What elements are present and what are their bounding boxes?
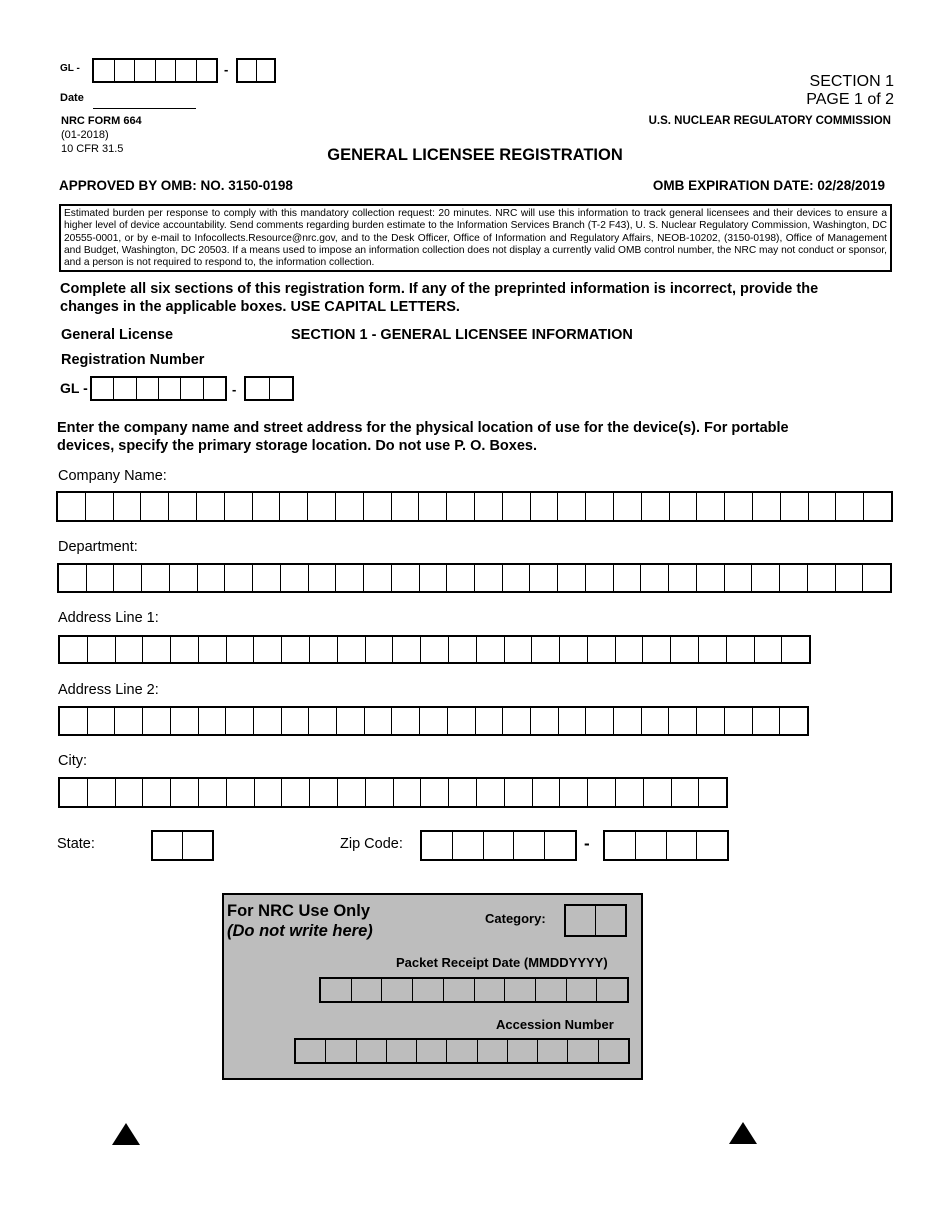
char-box[interactable]: [667, 832, 698, 859]
char-box[interactable]: [181, 378, 203, 399]
char-box[interactable]: [780, 565, 808, 591]
char-box[interactable]: [699, 779, 726, 806]
address-instructions-line-1: Enter the company name and street address for the physical location of use for the device(s). For portable: [57, 420, 789, 436]
char-box[interactable]: [270, 378, 293, 399]
char-box: [538, 1040, 568, 1062]
char-box[interactable]: [447, 565, 475, 591]
char-box[interactable]: [420, 565, 448, 591]
char-box: [475, 979, 506, 1001]
char-box: [321, 979, 352, 1001]
char-box[interactable]: [227, 779, 255, 806]
char-box[interactable]: [752, 565, 780, 591]
category-label: Category:: [485, 911, 546, 926]
section1-gl-suffix-boxes[interactable]: [244, 376, 294, 401]
char-box[interactable]: [421, 637, 449, 662]
char-box[interactable]: [171, 708, 199, 734]
char-box[interactable]: [449, 779, 477, 806]
char-box[interactable]: [781, 493, 809, 520]
right-triangle-icon: [729, 1122, 757, 1144]
char-box[interactable]: [586, 708, 614, 734]
char-box[interactable]: [449, 637, 477, 662]
char-box[interactable]: [309, 708, 337, 734]
company-name-label: Company Name:: [58, 468, 167, 484]
char-box[interactable]: [447, 493, 475, 520]
header-gl-number-boxes[interactable]: [92, 58, 218, 83]
header-date-label: Date: [60, 92, 84, 104]
char-box[interactable]: [366, 637, 394, 662]
char-box[interactable]: [199, 708, 227, 734]
char-box[interactable]: [672, 779, 700, 806]
char-box[interactable]: [171, 779, 199, 806]
char-box[interactable]: [699, 637, 727, 662]
char-box[interactable]: [636, 832, 667, 859]
address-line-1-label: Address Line 1:: [58, 610, 159, 626]
char-box[interactable]: [614, 565, 642, 591]
char-box[interactable]: [588, 637, 616, 662]
section-label: SECTION 1: [809, 73, 894, 90]
char-box[interactable]: [142, 565, 170, 591]
char-box[interactable]: [114, 565, 142, 591]
char-box[interactable]: [88, 779, 116, 806]
omb-approval: APPROVED BY OMB: NO. 3150-0198: [59, 178, 293, 193]
char-box[interactable]: [227, 637, 255, 662]
zip-label: Zip Code:: [340, 836, 403, 852]
char-box[interactable]: [169, 493, 197, 520]
char-box: [382, 979, 413, 1001]
char-box: [413, 979, 444, 1001]
char-box: [296, 1040, 326, 1062]
char-box[interactable]: [115, 708, 143, 734]
form-cfr: 10 CFR 31.5: [61, 143, 124, 155]
char-box[interactable]: [392, 565, 420, 591]
char-box[interactable]: [137, 378, 159, 399]
char-box[interactable]: [503, 565, 531, 591]
char-box[interactable]: [94, 60, 115, 81]
char-box[interactable]: [394, 779, 422, 806]
char-box[interactable]: [614, 708, 642, 734]
char-box[interactable]: [308, 493, 336, 520]
state-boxes[interactable]: [151, 830, 214, 861]
state-label: State:: [57, 836, 95, 852]
char-box[interactable]: [697, 832, 727, 859]
city-boxes[interactable]: [58, 777, 728, 808]
char-box[interactable]: [641, 565, 669, 591]
char-box[interactable]: [60, 779, 88, 806]
char-box[interactable]: [115, 60, 136, 81]
char-box: [536, 979, 567, 1001]
char-box[interactable]: [697, 565, 725, 591]
char-box: [478, 1040, 508, 1062]
char-box[interactable]: [420, 708, 448, 734]
char-box[interactable]: [503, 708, 531, 734]
char-box[interactable]: [88, 708, 116, 734]
gl-heading-2: Registration Number: [61, 352, 205, 368]
char-box[interactable]: [725, 708, 753, 734]
packet-date-label: Packet Receipt Date (MMDDYYYY): [396, 955, 608, 970]
char-box[interactable]: [309, 565, 337, 591]
char-box[interactable]: [310, 779, 338, 806]
char-box[interactable]: [170, 565, 198, 591]
char-box[interactable]: [336, 565, 364, 591]
char-box[interactable]: [505, 779, 533, 806]
char-box[interactable]: [836, 565, 864, 591]
header-date-line[interactable]: [93, 108, 196, 109]
char-box[interactable]: [836, 493, 864, 520]
char-box[interactable]: [560, 637, 588, 662]
char-box[interactable]: [282, 637, 310, 662]
char-box[interactable]: [183, 832, 212, 859]
char-box[interactable]: [484, 832, 515, 859]
char-box[interactable]: [697, 493, 725, 520]
char-box[interactable]: [88, 637, 116, 662]
char-box: [568, 1040, 598, 1062]
char-box[interactable]: [226, 708, 254, 734]
char-box[interactable]: [92, 378, 114, 399]
char-box[interactable]: [257, 60, 275, 81]
char-box[interactable]: [176, 60, 197, 81]
char-box[interactable]: [725, 565, 753, 591]
char-box[interactable]: [545, 832, 575, 859]
section1-gl-label: GL -: [60, 380, 88, 396]
char-box[interactable]: [60, 637, 88, 662]
header-gl-dash: -: [224, 62, 229, 77]
char-box: [566, 906, 596, 935]
nrc-use-title: For NRC Use Only: [227, 902, 371, 920]
char-box[interactable]: [171, 637, 199, 662]
zip-ext-boxes[interactable]: [603, 830, 729, 861]
char-box[interactable]: [616, 779, 644, 806]
char-box[interactable]: [338, 779, 366, 806]
burden-statement: Estimated burden per response to comply with this mandatory collection request: 20 minutes. NRC will use this information to track general licensees and their devices to ensure a higher level of device accountability. Send comments regarding burden estimate to the Information Services Branch (T-2 F43), U. S. Nuclear Regulatory Commission, Washington, DC 20555-0001, or by e-mail to Infocollects.Resource@nrc.gov, and to the Desk Officer, Office of Information and Regulatory Affairs, NEOB-10202, (3150-0198), Office of Management and Budget, Washington, DC 20503. If a means used to impose an information collection does not display a currently valid OMB control number, the NRC may not conduct or sponsor, and a person is not required to respond to, the information collection.: [59, 204, 892, 272]
section1-title: SECTION 1 - GENERAL LICENSEE INFORMATION: [291, 327, 633, 343]
form-date: (01-2018): [61, 129, 109, 141]
char-box[interactable]: [644, 779, 672, 806]
char-box[interactable]: [780, 708, 807, 734]
city-label: City:: [58, 753, 87, 769]
instructions-line-2: changes in the applicable boxes. USE CAPITAL LETTERS.: [60, 299, 460, 315]
char-box[interactable]: [559, 708, 587, 734]
char-box[interactable]: [669, 708, 697, 734]
char-box[interactable]: [135, 60, 156, 81]
char-box[interactable]: [448, 708, 476, 734]
char-box[interactable]: [253, 565, 281, 591]
char-box[interactable]: [558, 565, 586, 591]
char-box[interactable]: [782, 637, 809, 662]
char-box: [444, 979, 475, 1001]
char-box: [508, 1040, 538, 1062]
accession-label: Accession Number: [496, 1017, 614, 1032]
char-box[interactable]: [225, 493, 253, 520]
char-box[interactable]: [159, 378, 181, 399]
char-box[interactable]: [143, 779, 171, 806]
left-triangle-icon: [112, 1123, 140, 1145]
char-box[interactable]: [725, 493, 753, 520]
section1-gl-number-boxes[interactable]: [90, 376, 227, 401]
char-box: [447, 1040, 477, 1062]
category-boxes: [564, 904, 627, 937]
header-gl-label: GL -: [60, 63, 80, 74]
char-box[interactable]: [642, 493, 670, 520]
char-box[interactable]: [532, 637, 560, 662]
char-box[interactable]: [586, 493, 614, 520]
char-box[interactable]: [727, 637, 755, 662]
char-box[interactable]: [503, 493, 531, 520]
packet-date-boxes: [319, 977, 629, 1003]
char-box[interactable]: [254, 637, 282, 662]
char-box[interactable]: [392, 493, 420, 520]
form-name: NRC FORM 664: [61, 115, 142, 127]
zip-boxes[interactable]: [420, 830, 577, 861]
char-box[interactable]: [588, 779, 616, 806]
char-box[interactable]: [246, 378, 270, 399]
char-box[interactable]: [586, 565, 614, 591]
char-box[interactable]: [753, 493, 781, 520]
char-box[interactable]: [198, 565, 226, 591]
char-box[interactable]: [558, 493, 586, 520]
char-box[interactable]: [670, 493, 698, 520]
char-box: [417, 1040, 447, 1062]
char-box[interactable]: [614, 493, 642, 520]
char-box[interactable]: [156, 60, 177, 81]
char-box: [326, 1040, 356, 1062]
char-box[interactable]: [338, 637, 366, 662]
char-box[interactable]: [59, 565, 87, 591]
page-title: GENERAL LICENSEE REGISTRATION: [327, 146, 623, 164]
char-box: [352, 979, 383, 1001]
char-box[interactable]: [863, 565, 890, 591]
char-box[interactable]: [336, 493, 364, 520]
address-instructions-line-2: devices, specify the primary storage location. Do not use P. O. Boxes.: [57, 438, 538, 454]
address-line-2-boxes[interactable]: [58, 706, 809, 736]
char-box[interactable]: [225, 565, 253, 591]
char-box[interactable]: [199, 779, 227, 806]
char-box: [567, 979, 598, 1001]
char-box[interactable]: [282, 779, 310, 806]
char-box[interactable]: [143, 708, 171, 734]
char-box[interactable]: [669, 565, 697, 591]
char-box[interactable]: [671, 637, 699, 662]
char-box[interactable]: [560, 779, 588, 806]
char-box[interactable]: [153, 832, 183, 859]
char-box[interactable]: [643, 637, 671, 662]
char-box[interactable]: [114, 378, 136, 399]
company-name-boxes[interactable]: [56, 491, 893, 522]
char-box[interactable]: [199, 637, 227, 662]
char-box[interactable]: [864, 493, 891, 520]
char-box[interactable]: [116, 779, 144, 806]
char-box[interactable]: [477, 779, 505, 806]
char-box[interactable]: [86, 493, 114, 520]
char-box[interactable]: [116, 637, 144, 662]
char-box[interactable]: [60, 708, 88, 734]
char-box[interactable]: [365, 708, 393, 734]
char-box: [597, 979, 627, 1001]
char-box[interactable]: [310, 637, 338, 662]
char-box[interactable]: [808, 565, 836, 591]
char-box[interactable]: [204, 378, 225, 399]
char-box: [387, 1040, 417, 1062]
address-line-2-label: Address Line 2:: [58, 682, 159, 698]
char-box[interactable]: [421, 779, 449, 806]
nrc-use-subtitle: (Do not write here): [227, 922, 373, 940]
zip-dash: -: [584, 834, 590, 853]
char-box[interactable]: [364, 493, 392, 520]
char-box[interactable]: [531, 493, 559, 520]
char-box[interactable]: [114, 493, 142, 520]
char-box[interactable]: [281, 565, 309, 591]
char-box[interactable]: [755, 637, 783, 662]
address-line-1-boxes[interactable]: [58, 635, 811, 664]
char-box[interactable]: [366, 779, 394, 806]
char-box[interactable]: [143, 637, 171, 662]
char-box[interactable]: [616, 637, 644, 662]
char-box[interactable]: [475, 565, 503, 591]
char-box[interactable]: [197, 60, 217, 81]
header-gl-suffix-boxes[interactable]: [236, 58, 276, 83]
char-box[interactable]: [505, 637, 533, 662]
char-box[interactable]: [697, 708, 725, 734]
char-box[interactable]: [255, 779, 283, 806]
department-label: Department:: [58, 539, 138, 555]
char-box[interactable]: [364, 565, 392, 591]
char-box[interactable]: [87, 565, 115, 591]
department-boxes[interactable]: [57, 563, 892, 593]
char-box[interactable]: [809, 493, 837, 520]
char-box[interactable]: [422, 832, 453, 859]
page-label: PAGE 1 of 2: [806, 91, 894, 108]
nrc-use-only-panel: [222, 893, 643, 1080]
section1-gl-dash: -: [232, 382, 237, 397]
char-box[interactable]: [453, 832, 484, 859]
char-box[interactable]: [514, 832, 545, 859]
char-box[interactable]: [282, 708, 310, 734]
char-box: [599, 1040, 628, 1062]
accession-boxes: [294, 1038, 630, 1064]
char-box[interactable]: [197, 493, 225, 520]
char-box[interactable]: [642, 708, 670, 734]
char-box[interactable]: [753, 708, 781, 734]
char-box[interactable]: [141, 493, 169, 520]
agency-name: U.S. NUCLEAR REGULATORY COMMISSION: [648, 115, 891, 127]
instructions-line-1: Complete all six sections of this registration form. If any of the preprinted information is incorrect, provide the: [60, 281, 819, 297]
char-box[interactable]: [531, 708, 559, 734]
char-box[interactable]: [254, 708, 282, 734]
char-box[interactable]: [58, 493, 86, 520]
char-box[interactable]: [337, 708, 365, 734]
char-box[interactable]: [605, 832, 636, 859]
char-box[interactable]: [477, 637, 505, 662]
char-box[interactable]: [476, 708, 504, 734]
char-box: [596, 906, 625, 935]
char-box[interactable]: [253, 493, 281, 520]
char-box[interactable]: [393, 637, 421, 662]
char-box: [505, 979, 536, 1001]
char-box[interactable]: [238, 60, 257, 81]
omb-expiration: OMB EXPIRATION DATE: 02/28/2019: [652, 178, 885, 193]
char-box[interactable]: [392, 708, 420, 734]
char-box[interactable]: [280, 493, 308, 520]
char-box[interactable]: [419, 493, 447, 520]
char-box[interactable]: [530, 565, 558, 591]
char-box[interactable]: [533, 779, 561, 806]
char-box: [357, 1040, 387, 1062]
gl-heading-1: General License: [61, 327, 174, 343]
char-box[interactable]: [475, 493, 503, 520]
